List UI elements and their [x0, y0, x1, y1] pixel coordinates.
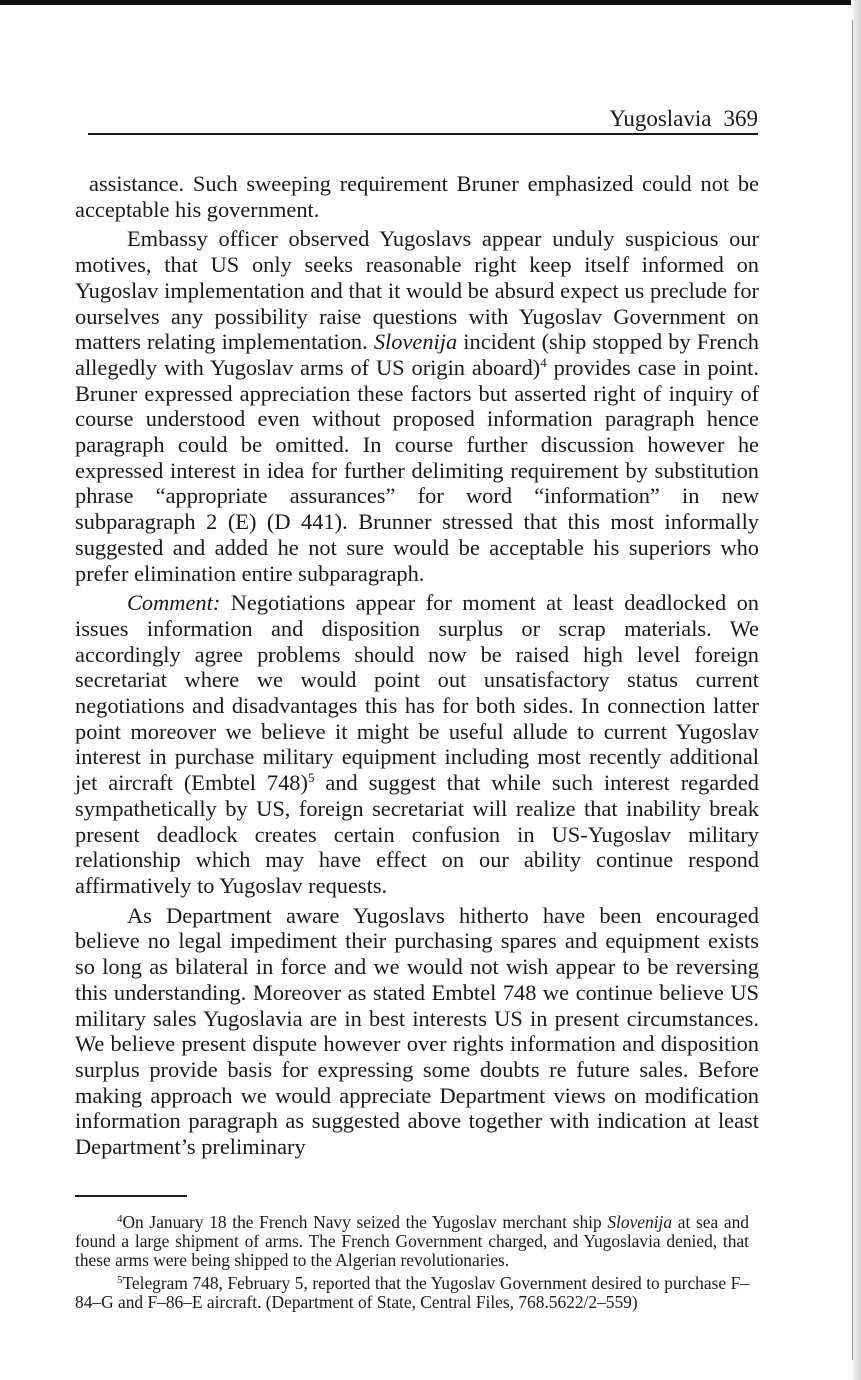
page-number: 369: [723, 106, 758, 131]
comment-label: Comment:: [127, 590, 221, 616]
paragraph-2-text-a: Embassy officer observed Yugoslavs appear unduly suspicious our motives, that US only seeks reasonable right keep itself informed on Yugoslav implementation and that it would be absurd expect us preclude for ourselves any possibility raise questions with Yugoslav Government on matters relating implementation.: [75, 226, 759, 355]
footnote-4-number: 4: [117, 1213, 123, 1225]
paragraph-3-text-b: and suggest that while such interest regarded sympathetically by US, foreign secretariat will realize that inability break present deadlock creates certain confusion in US-Yugoslav military relationship which may have effect on our ability continue respond affirmatively to Yugoslav requests.: [75, 770, 760, 898]
footnote-5-text: Telegram 748, February 5, reported that the Yugoslav Government desired to purchase F–84–G and F–86–E aircraft. (Department of State, Central Files, 768.5622/2–559): [75, 1273, 749, 1312]
paragraph-2-text-b: incident (ship stopped by French allegedly with Yugoslav arms of US origin aboard): [75, 329, 759, 380]
footnote-ref-4: 4: [540, 354, 547, 370]
footnote-ref-5: 5: [307, 770, 315, 786]
footnote-rule: [75, 1195, 187, 1197]
paragraph-1: assistance. Such sweeping requirement Bruner emphasized could not be acceptable his government.: [75, 171, 759, 222]
footnote-4-ship-name: Slovenija: [607, 1212, 673, 1232]
footnote-5-number: 5: [117, 1274, 123, 1286]
ship-name: Slovenija: [373, 329, 458, 355]
body-text: [75, 171, 759, 1160]
footnotes: [75, 1213, 749, 1316]
paragraph-4: As Department aware Yugoslavs hitherto have been encouraged believe no legal impediment their purchasing spares and equipment exists so long as bilateral in force and we would not wish appear to be reversing this understanding. Moreover as stated Embtel 748 we continue believe US military sales Yugoslavia are in best interests US in present circumstances. We believe present dispute however over rights information and disposition surplus provide basis for expressing some doubts re future sales. Before making approach we would appreciate Department views on modification information paragraph as suggested above together with indication at least Department’s preliminary: [75, 902, 759, 1160]
header-rule: [88, 133, 758, 135]
section-title: Yugoslavia: [609, 106, 712, 131]
paragraph-2-text-c: provides case in point. Bruner expressed appreciation these factors but asserted right of inquiry of course understood even without proposed information paragraph hence paragraph could be omitted. In course further discussion however he expressed interest in idea for further delimiting requirement by substitution phrase “appropriate assurances” for word “information” in new subparagraph 2 (E) (D 441). Brunner stressed that this most informally suggested and added he not sure would be acceptable his superiors who prefer elimination entire subparagraph.: [75, 354, 760, 586]
running-head: [88, 104, 758, 134]
footnote-4-text-b: at sea and found a large shipment of arms. The French Government charged, and Yugoslavia denied, that these arms were being shipped to the Algerian revolutionaries.: [75, 1212, 749, 1270]
footnote-4-text-a: On January 18 the French Navy seized the Yugoslav merchant ship: [122, 1212, 608, 1232]
footnote-5: [75, 1274, 749, 1312]
footnote-4: [75, 1213, 749, 1270]
scan-top-edge: [0, 0, 861, 5]
scan-binding-line: [852, 20, 853, 1360]
paragraph-2: [75, 226, 759, 586]
paragraph-3-text-a: Negotiations appear for moment at least deadlocked on issues information and disposition surplus or scrap materials. We accordingly agree problems should now be raised high level foreign secretariat where we would point out unsatisfactory status current negotiations and disadvantages this has for both sides. In connection latter point moreover we believe it might be useful allude to current Yugoslav interest in purchase military equipment including most recently additional jet aircraft (Embtel 748): [75, 590, 759, 796]
paragraph-3: [75, 590, 759, 898]
